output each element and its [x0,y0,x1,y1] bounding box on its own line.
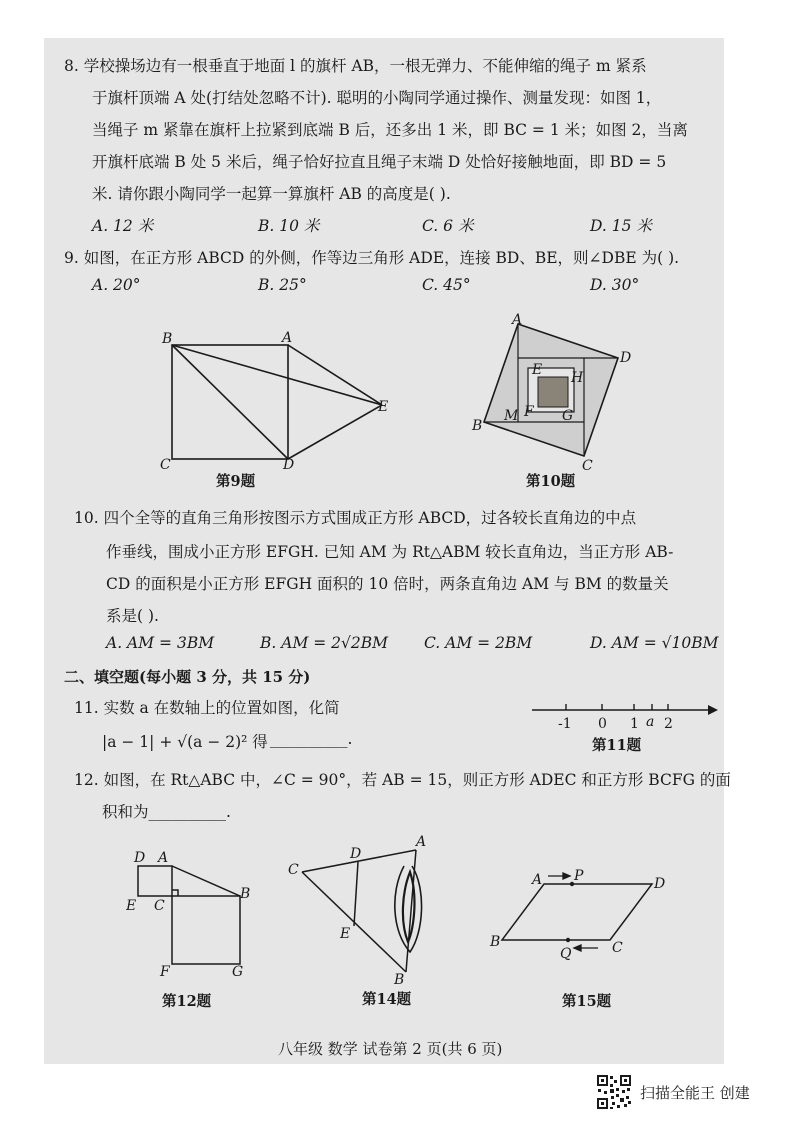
fig15-label-p: P [574,868,584,884]
tick-label-a: a [646,714,655,730]
fig14-caption: 第14题 [362,991,412,1008]
fig15-label-c: C [612,940,623,956]
fig12-label-g: G [232,964,244,980]
fig10-label-g: G [562,408,574,424]
page-footer: 八年级 数学 试卷第 2 页(共 6 页) [278,1040,503,1058]
fig12-label-a: A [158,850,169,866]
fig15-arrow-left-icon [574,945,581,951]
fig10-caption: 第10题 [526,473,576,490]
fig12-square-adec [138,866,172,896]
tick-label-1: 1 [630,716,639,732]
fig15-point-q [566,938,570,942]
q8-option-c: C. 6 米 [422,217,474,235]
fig10-label-d: D [620,350,632,366]
fig9-label-c: C [160,457,171,473]
q11-caption: 第11题 [592,737,642,754]
q9-option-a: A. 20° [92,276,141,294]
fig15-parallelogram [502,884,652,940]
q10-line-3: CD 的面积是小正方形 EFGH 面积的 10 倍时，两条直角边 AM 与 BM 的数量关 [106,575,669,593]
fig14-label-c: C [288,862,299,878]
fig9-label-d: D [283,457,295,473]
fig9-label-a: A [282,330,293,346]
q8-line-3: 当绳子 m 紧靠在旗杆上拉紧到底端 B 后，还多出 1 米，即 BC = 1 米；如图 2，当离 [92,121,688,139]
fig10-label-m: M [504,408,519,424]
q10-option-b: B. AM = 2√2BM [260,634,389,652]
watermark-text: 扫描全能王 创建 [640,1084,750,1102]
fig10-label-h: H [571,370,584,386]
section-2-title: 二、填空题(每小题 3 分，共 15 分) [64,668,311,686]
q8-line-5: 米. 请你跟小陶同学一起算一算旗杆 AB 的高度是( ). [92,185,451,203]
fig10-label-c: C [582,458,593,474]
q8-option-b: B. 10 米 [258,217,320,235]
fig14-label-a: A [416,834,427,850]
fig12-label-b: B [240,886,251,902]
fig12-label-d: D [134,850,146,866]
fig15-label-d: D [654,876,666,892]
fig12-line-ab [172,866,240,896]
fig12-square-bcfg [172,896,240,964]
fig12-label-c: C [154,898,165,914]
q9-option-c: C. 45° [422,276,471,294]
q10-option-d: D. AM = √10BM [590,634,719,652]
q10-line-1: 10. 四个全等的直角三角形按图示方式围成正方形 ABCD，过各较长直角边的中点 [74,509,637,527]
q11-blank: __________. [270,730,353,748]
fig15-label-a: A [532,872,543,888]
q9-text: 9. 如图，在正方形 ABCD 的外侧，作等边三角形 ADE，连接 BD、BE，则∠DBE 为( ). [64,249,680,267]
q8-option-d: D. 15 米 [590,217,652,235]
figure-9 [150,325,400,495]
fig10-label-a: A [512,312,523,328]
fig9-line-de [288,405,382,459]
qr-code-icon [596,1074,632,1110]
figure-12 [126,844,266,984]
number-line-arrow-icon [708,705,718,715]
figure-15 [486,860,676,960]
q10-line-4: 系是( ). [106,607,159,625]
figure-14 [282,832,442,992]
fig15-arrow-right-icon [563,873,570,879]
q10-option-a: A. AM = 3BM [106,634,215,652]
fig10-inner-square [538,377,568,407]
q12-line-1: 12. 如图，在 Rt△ABC 中，∠C = 90°，若 AB = 15，则正方形 ADEC 和正方形 BCFG 的面 [74,771,731,789]
q9-option-d: D. 30° [590,276,640,294]
tick-label-neg1: -1 [558,716,572,732]
q10-option-c: C. AM = 2BM [424,634,533,652]
fig10-label-f: F [524,404,534,420]
q8-option-a: A. 12 米 [92,217,154,235]
fig12-caption: 第12题 [162,993,212,1010]
q11-line-1: 11. 实数 a 在数轴上的位置如图，化简 [74,699,340,717]
fig14-label-e: E [340,926,351,942]
fig14-label-d: D [350,846,362,862]
q8-line-1: 8. 学校操场边有一根垂直于地面 l 的旗杆 AB，一根无弹力、不能伸缩的绳子 m 紧系 [64,57,647,75]
fig15-label-b: B [490,934,501,950]
q9-option-b: B. 25° [258,276,307,294]
figure-10 [470,310,640,475]
fig15-label-q: Q [560,946,572,960]
tick-label-2: 2 [664,716,673,732]
q11-number-line [528,698,722,734]
fig14-label-b: B [394,972,405,988]
fig14-line-de [354,862,358,926]
fig10-label-e: E [532,362,543,378]
q8-line-4: 开旗杆底端 B 处 5 米后，绳子恰好拉直且绳子末端 D 处恰好接触地面，即 BD = 5 [92,153,667,171]
q8-line-2: 于旗杆顶端 A 处(打结处忽略不计). 聪明的小陶同学通过操作、测量发现：如图 1， [92,89,662,107]
q11-line-2: |a − 1| + √(a − 2)² 得 [102,733,268,751]
q12-line-2: 积和为__________. [102,803,231,821]
fig10-label-b: B [472,418,483,434]
tick-label-0: 0 [598,716,607,732]
fig15-caption: 第15题 [562,993,612,1010]
fig9-line-ae [288,345,382,405]
q10-line-2: 作垂线，围成小正方形 EFGH. 已知 AM 为 Rt△ABM 较长直角边，当正方形 AB- [106,543,674,561]
fig12-label-e: E [126,898,137,914]
fig12-label-f: F [160,964,170,980]
fig12-right-angle-icon [172,890,178,896]
fig9-label-b: B [162,331,173,347]
fig9-caption: 第9题 [216,473,256,490]
fig9-label-e: E [378,399,389,415]
